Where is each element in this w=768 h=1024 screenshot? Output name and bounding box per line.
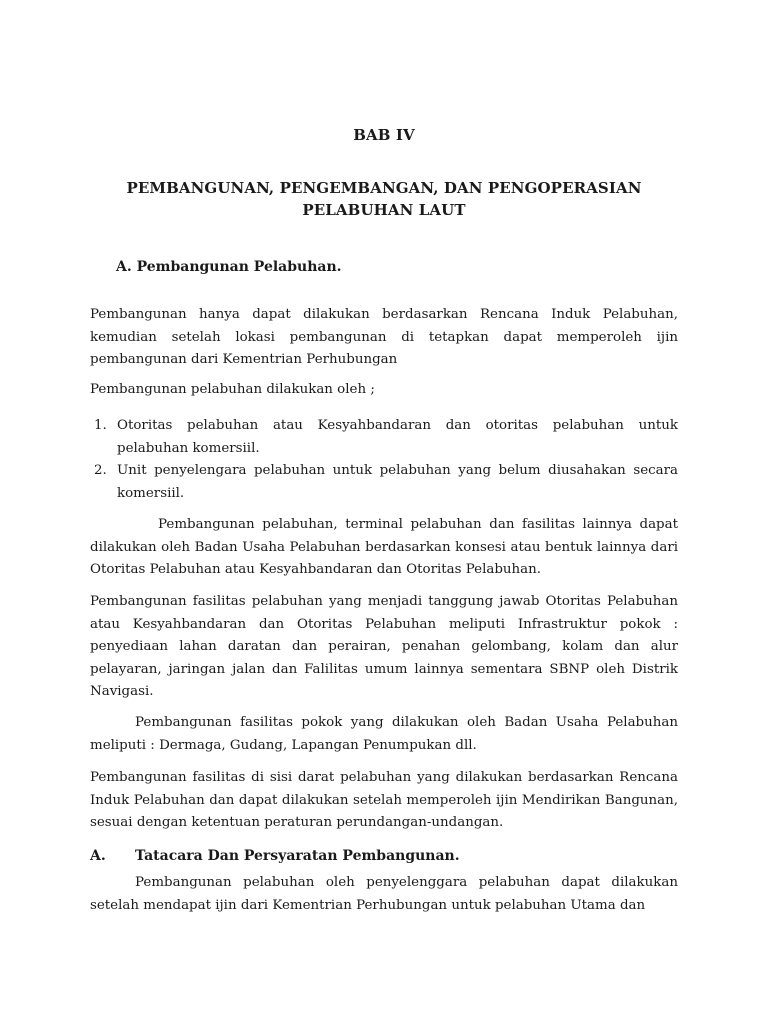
chapter-heading: BAB IV — [353, 126, 415, 144]
section-heading-tatacara — [90, 845, 460, 867]
paragraph-2: Pembangunan pelabuhan dilakukan oleh ; — [90, 382, 375, 397]
paragraph-1: Pembangunan hanya dapat dilakukan berdasarkan Rencana Induk Pelabuhan, kemudian setelah lokasi pembangunan di tetapkan dapat memperoleh ijin pembangunan dari Kementrian Perhubungan — [90, 307, 678, 367]
section-heading-pembangunan: A. Pembangunan Pelabuhan. — [116, 259, 342, 275]
list-item — [90, 415, 678, 460]
paragraph-3: Pembangunan pelabuhan, terminal pelabuhan dan fasilitas lainnya dapat dilakukan oleh Badan Usaha Pelabuhan berdasarkan konsesi atau bentuk lainnya dari Otoritas Pelabuhan atau Kesyahbandaran dan Otoritas Pelabuhan. — [90, 517, 678, 577]
paragraph-6: Pembangunan fasilitas di sisi darat pelabuhan yang dilakukan berdasarkan Rencana Induk Pelabuhan dan dapat dilakukan setelah memperoleh ijin Mendirikan Bangunan, sesuai dengan ketentuan peraturan perundangan-undangan. — [90, 770, 678, 830]
list-item-text: Unit penyelengara pelabuhan untuk pelabuhan yang belum diusahakan secara komersiil. — [117, 463, 678, 501]
list-item-number: 1. — [94, 418, 107, 433]
paragraph-5: Pembangunan fasilitas pokok yang dilakukan oleh Badan Usaha Pelabuhan meliputi : Dermaga, Gudang, Lapangan Penumpukan dll. — [90, 715, 678, 753]
section-heading-text: Tatacara Dan Persyaratan Pembangunan. — [135, 848, 460, 864]
chapter-title: PEMBANGUNAN, PENGEMBANGAN, DAN PENGOPERASIAN PELABUHAN LAUT — [126, 179, 642, 219]
list-item-text: Otoritas pelabuhan atau Kesyahbandaran dan otoritas pelabuhan untuk pelabuhan komersiil. — [117, 418, 678, 456]
numbered-list — [90, 415, 678, 505]
paragraph-4: Pembangunan fasilitas pelabuhan yang menjadi tanggung jawab Otoritas Pelabuhan atau Kesyahbandaran dan Otoritas Pelabuhan meliputi Infrastruktur pokok : penyediaan lahan daratan dan perairan, penahan gelombang, kolam dan alur pelayaran, jaringan jalan dan Falilitas umum lainnya sementara SBNP oleh Distrik Navigasi. — [90, 594, 678, 699]
section-marker: A. — [90, 848, 106, 864]
list-item-number: 2. — [94, 463, 107, 478]
list-item — [90, 460, 678, 505]
paragraph-7: Pembangunan pelabuhan oleh penyelenggara pelabuhan dapat dilakukan setelah mendapat ijin dari Kementrian Perhubungan untuk pelabuhan Utama dan — [90, 875, 678, 913]
